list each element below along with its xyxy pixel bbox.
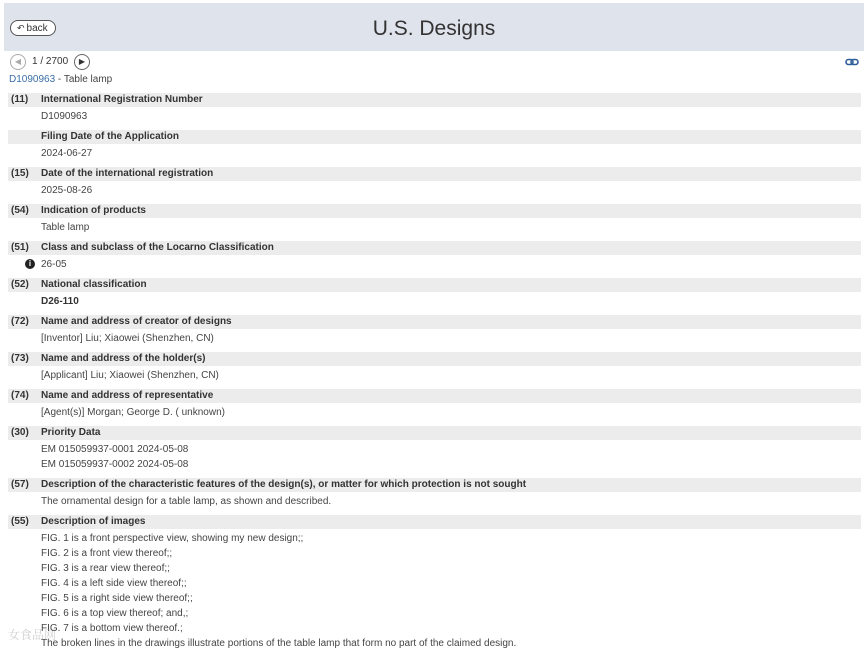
field-label-row <box>8 93 861 107</box>
field-code: (73) <box>11 353 29 364</box>
field-value <box>8 561 861 576</box>
field-label-row <box>8 204 861 218</box>
field-label-row <box>8 278 861 292</box>
field-label: Indication of products <box>41 205 146 216</box>
field-label: Date of the international registration <box>41 168 214 179</box>
field-value-text: EM 015059937-0002 2024-05-08 <box>41 459 189 470</box>
field-value-text: FIG. 3 is a rear view thereof;; <box>41 563 170 574</box>
field-value-text: [Agent(s)] Morgan; George D. ( unknown) <box>41 407 225 418</box>
field-code: (52) <box>11 279 29 290</box>
field-block <box>8 426 861 478</box>
field-label-row <box>8 167 861 181</box>
field-label-row <box>8 315 861 329</box>
field-value-text: FIG. 5 is a right side view thereof;; <box>41 593 193 604</box>
field-value <box>8 636 861 651</box>
field-code: (55) <box>11 516 29 527</box>
field-label: Description of the characteristic features of the design(s), or matter for which protection is not sought <box>41 479 527 490</box>
field-value <box>8 331 861 346</box>
pager-position: 1 / 2700 <box>32 56 69 67</box>
field-value <box>8 405 861 420</box>
field-code: (54) <box>11 205 29 216</box>
field-value-text: FIG. 7 is a bottom view thereof.; <box>41 623 183 634</box>
field-label: Name and address of creator of designs <box>41 316 232 327</box>
field-value <box>8 621 861 636</box>
document-name: Table lamp <box>63 74 113 85</box>
field-block <box>8 515 861 657</box>
field-value-text: FIG. 1 is a front perspective view, showing my new design;; <box>41 533 304 544</box>
field-code: (15) <box>11 168 29 179</box>
field-value <box>8 220 861 235</box>
field-value-text: FIG. 6 is a top view thereof; and,; <box>41 608 189 619</box>
field-label: Description of images <box>41 516 146 527</box>
field-value <box>8 146 861 161</box>
field-value <box>8 109 861 124</box>
link-icon[interactable] <box>845 57 859 67</box>
field-label: National classification <box>41 279 147 290</box>
page-title: U.S. Designs <box>372 17 496 40</box>
field-value <box>8 494 861 509</box>
field-value-text: The ornamental design for a table lamp, as shown and described. <box>41 496 332 507</box>
field-code: (11) <box>11 94 29 105</box>
document-separator: - <box>55 74 64 85</box>
field-label-row <box>8 515 861 529</box>
field-value <box>8 368 861 383</box>
field-value <box>8 531 861 546</box>
chevron-left-icon: ◀ <box>14 57 22 66</box>
field-value-text: [Applicant] Liu; Xiaowei (Shenzhen, CN) <box>41 370 219 381</box>
field-code: (74) <box>11 390 29 401</box>
field-label: Class and subclass of the Locarno Classification <box>41 242 274 253</box>
field-value <box>8 591 861 606</box>
chevron-right-icon: ▶ <box>78 57 86 66</box>
field-block <box>8 130 861 167</box>
field-block <box>8 241 861 278</box>
document-heading <box>9 74 112 85</box>
field-label: Priority Data <box>41 427 101 438</box>
field-value-text: EM 015059937-0001 2024-05-08 <box>41 444 189 455</box>
field-label: Name and address of representative <box>41 390 214 401</box>
field-value-text: FIG. 2 is a front view thereof;; <box>41 548 173 559</box>
field-value <box>8 546 861 561</box>
field-label-row <box>8 389 861 403</box>
field-label-row <box>8 241 861 255</box>
field-value-text: 2024-06-27 <box>41 148 93 159</box>
bibliographic-fields <box>8 93 861 657</box>
field-value <box>8 576 861 591</box>
field-code: (57) <box>11 479 29 490</box>
field-label: International Registration Number <box>41 94 203 105</box>
field-value <box>8 457 861 472</box>
prev-button[interactable] <box>10 54 26 70</box>
field-label: Name and address of the holder(s) <box>41 353 206 364</box>
info-icon[interactable]: i <box>25 259 35 269</box>
field-value-text: 26-05 <box>41 259 67 270</box>
field-code: (72) <box>11 316 29 327</box>
field-label-row <box>8 130 861 144</box>
field-value-text: The broken lines in the drawings illustrate portions of the table lamp that form no part of the claimed design. <box>41 638 517 649</box>
field-block <box>8 167 861 204</box>
field-value-text: [Inventor] Liu; Xiaowei (Shenzhen, CN) <box>41 333 214 344</box>
field-value <box>8 257 861 272</box>
field-block <box>8 278 861 315</box>
document-id-link[interactable]: D1090963 <box>9 74 56 85</box>
field-block <box>8 204 861 241</box>
field-value-text: D1090963 <box>41 111 88 122</box>
field-value-text: FIG. 4 is a left side view thereof;; <box>41 578 187 589</box>
field-value <box>8 442 861 457</box>
field-value-text: 2025-08-26 <box>41 185 93 196</box>
field-label-row <box>8 426 861 440</box>
field-code: (51) <box>11 242 29 253</box>
field-block <box>8 315 861 352</box>
watermark: 女食品网 <box>8 628 57 642</box>
next-button[interactable] <box>74 54 90 70</box>
field-value-text: D26-110 <box>41 296 79 307</box>
field-block <box>8 93 861 130</box>
field-value <box>8 606 861 621</box>
field-label-row <box>8 478 861 492</box>
field-value-text: Table lamp <box>41 222 90 233</box>
field-label-row <box>8 352 861 366</box>
back-arrow-icon: ↶ <box>17 23 25 33</box>
field-code: (30) <box>11 427 29 438</box>
back-label: back <box>26 23 48 34</box>
field-block <box>8 352 861 389</box>
header-bar <box>4 3 864 51</box>
field-block <box>8 478 861 515</box>
field-label: Filing Date of the Application <box>41 131 179 142</box>
field-value <box>8 294 861 309</box>
field-value <box>8 183 861 198</box>
field-block <box>8 389 861 426</box>
